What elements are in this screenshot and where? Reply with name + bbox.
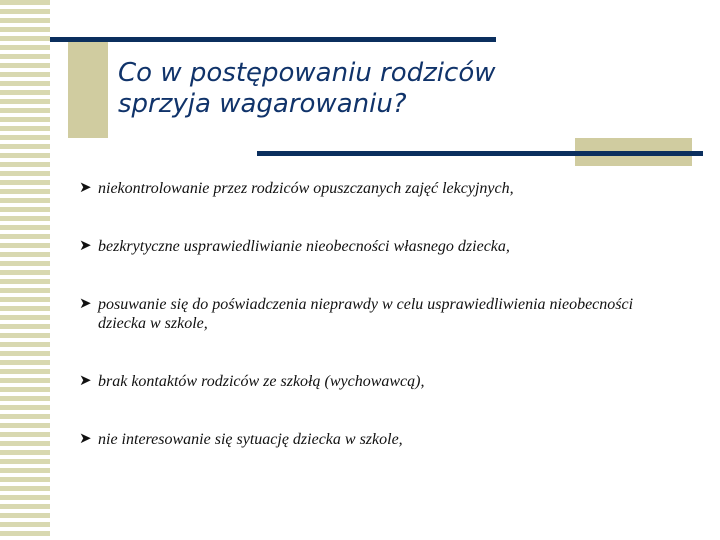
- bullet-item: [79, 179, 679, 198]
- arrow-bullet-icon: ➤: [79, 373, 92, 389]
- slide-title-line-2: sprzyja wagarowaniu?: [118, 89, 407, 119]
- arrow-bullet-icon: ➤: [79, 431, 92, 447]
- bullet-text: niekontrolowanie przez rodziców opuszczanych zajęć lekcyjnych,: [98, 180, 514, 197]
- bullet-text: brak kontaktów rodziców ze szkołą (wychowawcą),: [98, 373, 425, 390]
- arrow-bullet-icon: ➤: [79, 296, 92, 312]
- bullet-text: posuwanie się do poświadczenia nieprawdy w celu usprawiedliwienia nieobecności dziecka w szkole,: [98, 296, 634, 332]
- title-accent-block: [68, 40, 108, 138]
- top-rule: [50, 37, 496, 42]
- bullet-item: [79, 295, 679, 333]
- bullet-item: [79, 372, 679, 391]
- decorative-stripes: [0, 0, 50, 540]
- arrow-bullet-icon: ➤: [79, 238, 92, 254]
- bullet-list: [79, 179, 679, 449]
- slide-title: [118, 58, 638, 120]
- arrow-bullet-icon: ➤: [79, 180, 92, 196]
- bullet-item: [79, 237, 679, 256]
- bullet-item: [79, 430, 679, 449]
- bottom-rule: [257, 151, 703, 156]
- bullet-text: nie interesowanie się sytuację dziecka w szkole,: [98, 431, 403, 448]
- slide-title-line-1: Co w postępowaniu rodziców: [118, 58, 496, 88]
- bullet-text: bezkrytyczne usprawiedliwianie nieobecności własnego dziecka,: [98, 238, 510, 255]
